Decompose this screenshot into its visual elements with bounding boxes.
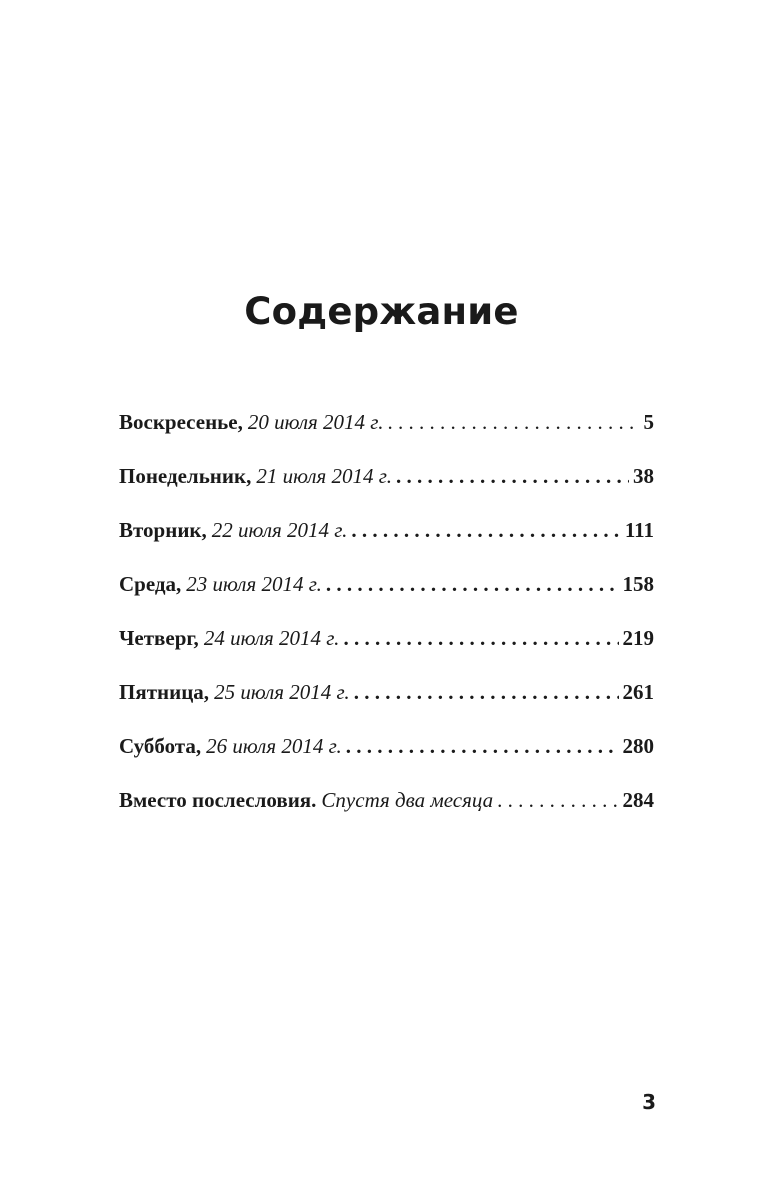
dot-leader xyxy=(354,675,619,709)
toc-entry-date: 25 июля 2014 г. xyxy=(214,680,350,704)
dot-leader xyxy=(387,405,639,439)
toc-entry-page: 158 xyxy=(622,572,654,596)
toc-entry xyxy=(119,621,654,675)
toc-entry-date: 24 июля 2014 г. xyxy=(203,626,340,650)
page-title: Содержание xyxy=(244,290,519,333)
toc-entry-label: Вместо послесловия. xyxy=(119,788,317,812)
toc-entry-label: Суббота, xyxy=(119,734,202,758)
dot-leader xyxy=(351,513,620,547)
table-of-contents xyxy=(119,405,654,837)
toc-entry-label: Четверг, xyxy=(119,626,199,650)
toc-entry-page: 261 xyxy=(622,680,654,704)
toc-entry xyxy=(119,675,654,729)
toc-entry-page: 284 xyxy=(622,788,654,812)
dot-leader xyxy=(396,459,629,493)
dot-leader xyxy=(497,783,618,817)
toc-entry-page: 5 xyxy=(643,410,654,434)
toc-entry-date: 21 июля 2014 г. xyxy=(256,464,392,488)
toc-entry xyxy=(119,513,654,567)
toc-entry xyxy=(119,729,654,783)
toc-entry xyxy=(119,405,654,459)
toc-entry-date: Спустя два месяца xyxy=(321,788,494,812)
toc-entry xyxy=(119,783,654,837)
toc-entry xyxy=(119,567,654,621)
toc-entry-page: 280 xyxy=(622,734,654,758)
toc-entry-date: 26 июля 2014 г. xyxy=(206,734,342,758)
page-number: 3 xyxy=(642,1090,656,1114)
toc-entry-label: Воскресенье, xyxy=(119,410,243,434)
toc-entry-label: Понедельник, xyxy=(119,464,252,488)
toc-entry-page: 38 xyxy=(633,464,654,488)
toc-entry-date: 22 июля 2014 г. xyxy=(211,518,348,542)
toc-entry-label: Пятница, xyxy=(119,680,210,704)
dot-leader xyxy=(326,567,619,601)
toc-entry-label: Вторник, xyxy=(119,518,207,542)
toc-entry-date: 23 июля 2014 г. xyxy=(186,572,322,596)
toc-entry xyxy=(119,459,654,513)
toc-entry-page: 219 xyxy=(622,626,654,650)
toc-entry-page: 111 xyxy=(624,518,654,542)
toc-entry-date: 20 июля 2014 г. xyxy=(247,410,384,434)
toc-entry-label: Среда, xyxy=(119,572,182,596)
dot-leader xyxy=(346,729,619,763)
dot-leader xyxy=(343,621,618,655)
